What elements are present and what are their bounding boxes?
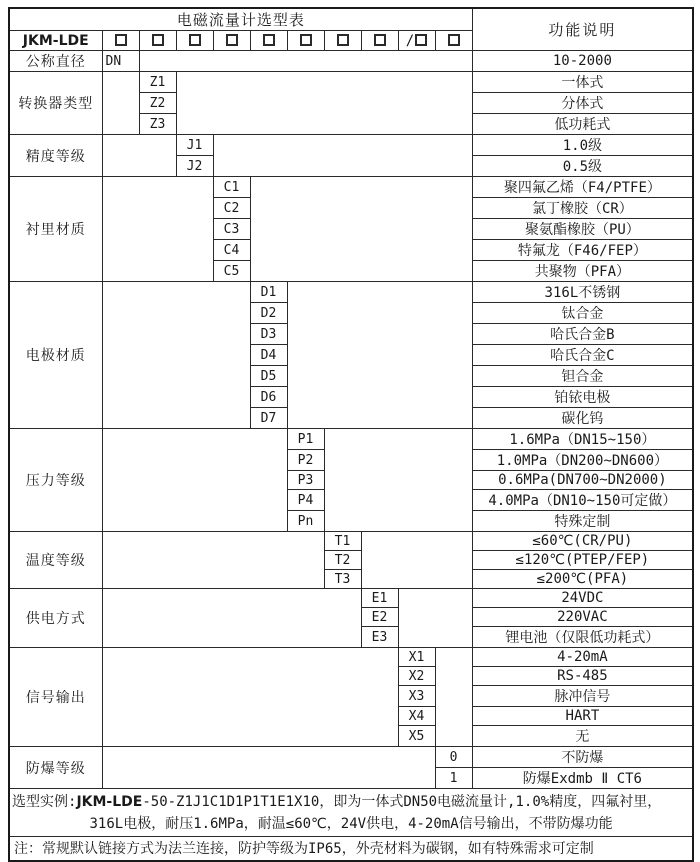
option-code: D1 [250, 282, 287, 303]
option-code: C5 [213, 261, 250, 282]
option-code: P3 [287, 471, 324, 490]
option-description: 钛合金 [472, 303, 693, 324]
option-description: 0.6MPa(DN700~DN2000) [472, 471, 693, 490]
option-description: ≤200℃(PFA) [472, 570, 693, 589]
slash-separator: / [405, 32, 415, 49]
option-description: 聚四氟乙烯（F4/PTFE） [472, 177, 693, 198]
option-description: 1.6MPa（DN15~150） [472, 429, 693, 450]
note-row [9, 837, 693, 861]
option-code: D6 [250, 387, 287, 408]
default-spec-note: 注：常规默认链接方式为法兰连接，防护等级为IP65，外壳材料为碳钢，如有特殊需求可定制 [9, 837, 693, 861]
option-code: D5 [250, 366, 287, 387]
option-code: T2 [324, 551, 361, 570]
table-title: 电磁流量计选型表 [9, 8, 472, 31]
empty-cell [176, 72, 472, 135]
option-code: E2 [361, 608, 398, 627]
option-description: 钽合金 [472, 366, 693, 387]
option-description: 氯丁橡胶（CR） [472, 198, 693, 219]
checkbox-icon [448, 34, 460, 46]
option-description: 10-2000 [472, 51, 693, 72]
empty-cell [102, 282, 250, 429]
option-description: 一体式 [472, 72, 693, 93]
checkbox-icon [374, 34, 386, 46]
checkbox-icon [415, 34, 427, 46]
checkbox-icon [189, 34, 201, 46]
option-description: 碳化钨 [472, 408, 693, 429]
model-slot-cell [361, 31, 398, 51]
empty-cell [213, 135, 472, 177]
model-slot-cell [435, 31, 472, 51]
table-row [9, 648, 693, 667]
option-code: C3 [213, 219, 250, 240]
category-label: 防爆等级 [9, 747, 102, 789]
model-slot-cell [324, 31, 361, 51]
category-label: 电极材质 [9, 282, 102, 429]
selector-grid-body [9, 51, 693, 789]
option-code: J2 [176, 156, 213, 177]
table-row [9, 429, 693, 450]
checkbox-icon [300, 34, 312, 46]
option-code: D3 [250, 324, 287, 345]
function-description-header: 功能说明 [472, 8, 693, 51]
example-code-text: -50-Z1J1C1D1P1T1E1X10，即为一体式DN50电磁流量计,1.0%精度，四氟衬里， [142, 793, 662, 810]
option-code: C2 [213, 198, 250, 219]
option-description: ≤60℃(CR/PU) [472, 532, 693, 551]
checkbox-icon [115, 34, 127, 46]
empty-cell [398, 589, 472, 648]
option-description: 锂电池（仅限低功耗式） [472, 627, 693, 648]
model-slot-cell [176, 31, 213, 51]
category-label: 精度等级 [9, 135, 102, 177]
option-code: X5 [398, 726, 435, 747]
selection-example [9, 789, 693, 837]
empty-cell [102, 135, 176, 177]
option-description: 1.0MPa（DN200~DN600） [472, 450, 693, 471]
category-label: 公称直径 [9, 51, 102, 72]
option-description: 特氟龙（F46/FEP） [472, 240, 693, 261]
option-code: 1 [435, 768, 472, 789]
option-code: Z1 [139, 72, 176, 93]
option-description: 防爆Exdmb Ⅱ CT6 [472, 768, 693, 789]
category-label: 压力等级 [9, 429, 102, 532]
option-description: 24VDC [472, 589, 693, 608]
option-description: 316L不锈钢 [472, 282, 693, 303]
example-row [9, 789, 693, 837]
option-description: 4.0MPa（DN10~150可定做） [472, 490, 693, 511]
example-prefix-label: 选型实例: [12, 793, 77, 810]
header-rows [9, 8, 693, 51]
example-line2: 316L电极，耐压1.6MPa，耐温≤60℃，24V供电，4-20mA信号输出，不带防爆功能 [89, 815, 613, 832]
option-code: X2 [398, 667, 435, 686]
empty-cell [102, 747, 435, 789]
flowmeter-selection-table [8, 7, 694, 862]
option-code: Z2 [139, 93, 176, 114]
option-description: 不防爆 [472, 747, 693, 768]
checkbox-icon [152, 34, 164, 46]
option-code: X1 [398, 648, 435, 667]
option-code: T3 [324, 570, 361, 589]
table-row [9, 51, 693, 72]
option-description: HART [472, 707, 693, 726]
option-description: 220VAC [472, 608, 693, 627]
table-row [9, 177, 693, 198]
category-label: 衬里材质 [9, 177, 102, 282]
option-code: E1 [361, 589, 398, 608]
table-row [9, 532, 693, 551]
table-row [9, 747, 693, 768]
option-description: 铂铱电极 [472, 387, 693, 408]
option-code: P4 [287, 490, 324, 511]
option-code: D7 [250, 408, 287, 429]
checkbox-icon [226, 34, 238, 46]
option-code: Pn [287, 511, 324, 532]
empty-cell [102, 589, 361, 648]
option-code: E3 [361, 627, 398, 648]
example-model-label: JKM-LDE [76, 793, 143, 810]
option-code: X4 [398, 707, 435, 726]
checkbox-icon [263, 34, 275, 46]
empty-cell [287, 282, 472, 429]
table-row [9, 282, 693, 303]
option-description: 脉冲信号 [472, 686, 693, 707]
empty-cell [324, 429, 472, 532]
model-slot-cell [250, 31, 287, 51]
empty-cell [102, 532, 324, 589]
empty-cell [250, 177, 472, 282]
model-slot-cell [213, 31, 250, 51]
option-code: T1 [324, 532, 361, 551]
model-slot-cell [287, 31, 324, 51]
empty-cell [139, 51, 472, 72]
category-label: 转换器类型 [9, 72, 102, 135]
option-code: P1 [287, 429, 324, 450]
option-description: 无 [472, 726, 693, 747]
table-row [9, 72, 693, 93]
option-description: ≤120℃(PTEP/FEP) [472, 551, 693, 570]
table-row [9, 135, 693, 156]
table-row [9, 589, 693, 608]
option-code: Z3 [139, 114, 176, 135]
empty-cell [102, 429, 287, 532]
category-label: 温度等级 [9, 532, 102, 589]
model-prefix-label: JKM-LDE [9, 31, 102, 51]
category-label: 供电方式 [9, 589, 102, 648]
option-description: 低功耗式 [472, 114, 693, 135]
option-description: 分体式 [472, 93, 693, 114]
option-code: DN [102, 51, 139, 72]
empty-cell [435, 648, 472, 747]
model-slot-cell [139, 31, 176, 51]
option-description: 0.5级 [472, 156, 693, 177]
option-code: D4 [250, 345, 287, 366]
model-slot-cell [102, 31, 139, 51]
option-description: 1.0级 [472, 135, 693, 156]
title-row [9, 8, 693, 31]
option-code: C1 [213, 177, 250, 198]
option-code: P2 [287, 450, 324, 471]
option-description: 聚氨酯橡胶（PU） [472, 219, 693, 240]
option-description: 4-20mA [472, 648, 693, 667]
empty-cell [102, 72, 139, 135]
option-description: RS-485 [472, 667, 693, 686]
option-code: X3 [398, 686, 435, 707]
checkbox-icon [337, 34, 349, 46]
option-code: C4 [213, 240, 250, 261]
empty-cell [102, 648, 398, 747]
category-label: 信号输出 [9, 648, 102, 747]
footer-rows [9, 789, 693, 861]
example-line1 [12, 791, 690, 813]
option-code: D2 [250, 303, 287, 324]
model-slot-cell [398, 31, 435, 51]
option-code: 0 [435, 747, 472, 768]
empty-cell [102, 177, 213, 282]
option-description: 共聚物（PFA） [472, 261, 693, 282]
option-description: 哈氏合金B [472, 324, 693, 345]
option-code: J1 [176, 135, 213, 156]
option-description: 哈氏合金C [472, 345, 693, 366]
option-description: 特殊定制 [472, 511, 693, 532]
empty-cell [361, 532, 472, 589]
